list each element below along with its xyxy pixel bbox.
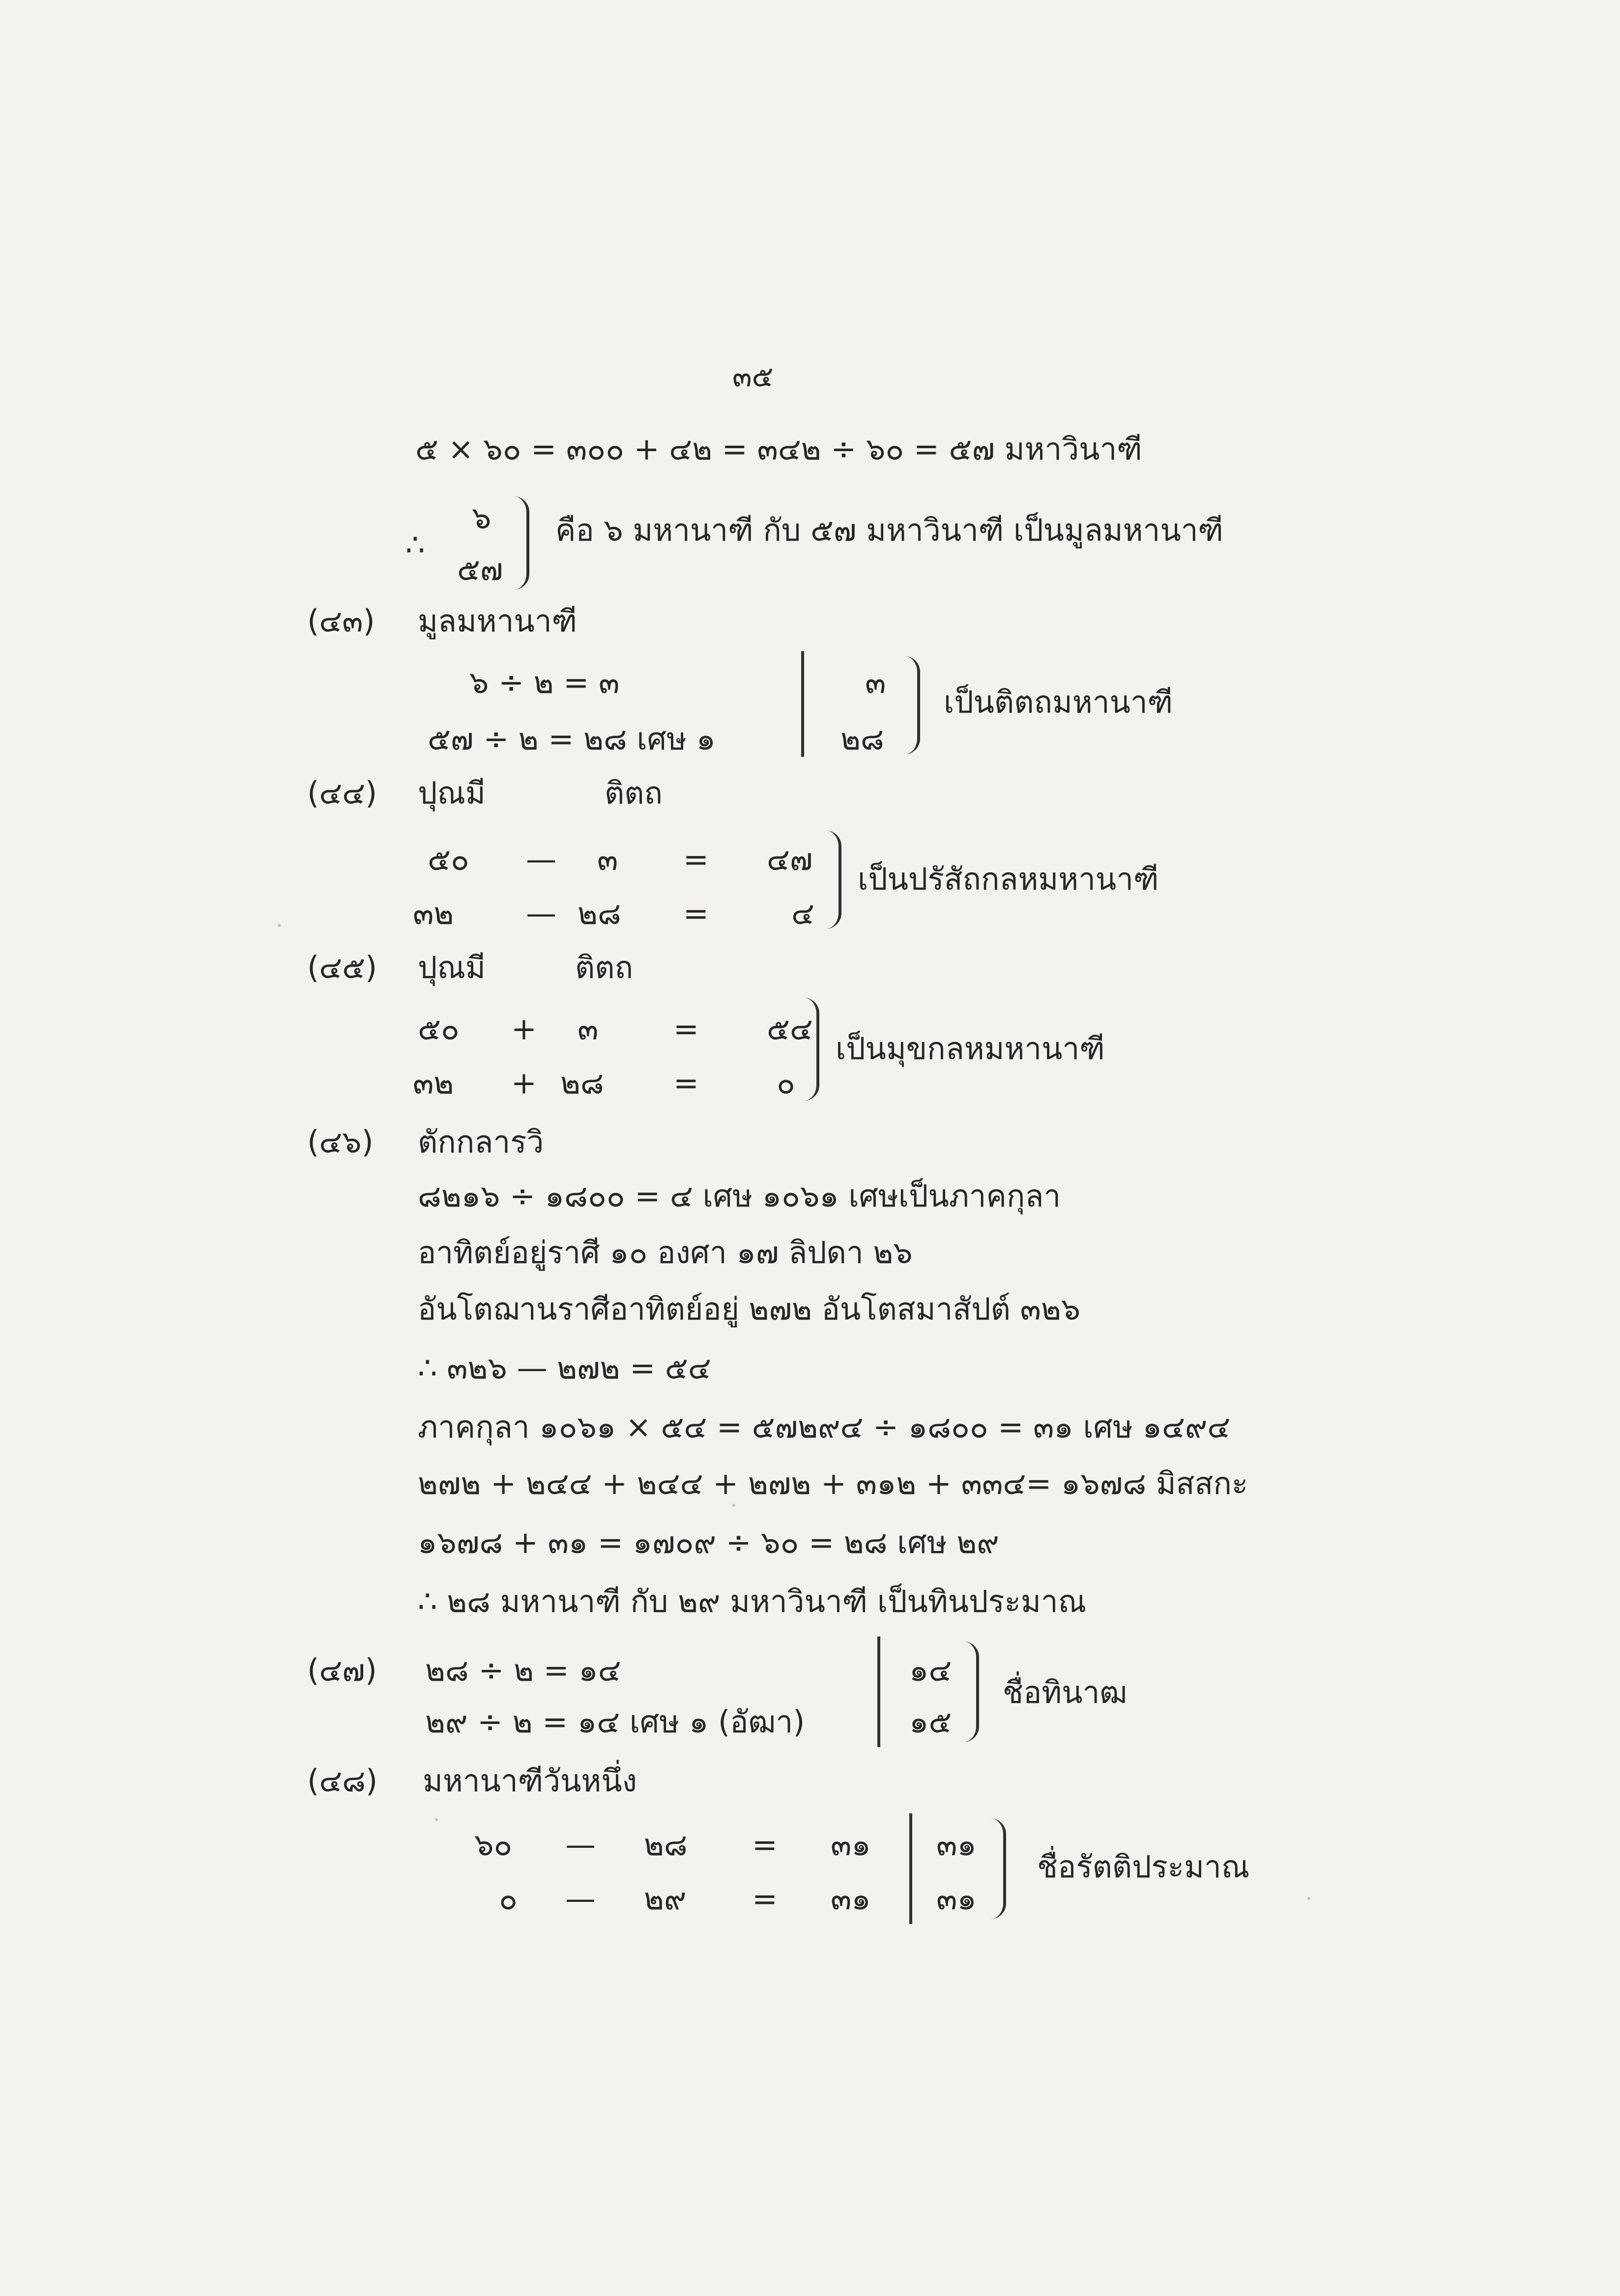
section-45-brace — [804, 998, 819, 1101]
section-48-row-2-op: — — [565, 1881, 596, 1917]
section-48-row-1-eq: = — [752, 1827, 778, 1863]
section-45-row-2-eq: = — [673, 1065, 699, 1101]
section-46-line-8: ∴ ๒๘ มหานาฑี กับ ๒๙ มหาวินาฑี เป็นทินประมาณ — [418, 1583, 1087, 1619]
section-44-row-1-eq: = — [683, 841, 709, 877]
section-46-line-4: ∴ ๓๒๖ — ๒๗๒ = ๕๔ — [418, 1350, 711, 1386]
section-48-result-2: ๓๑ — [936, 1881, 977, 1917]
section-47-note: ชื่อทินาฒ — [1003, 1674, 1128, 1710]
section-45-row-1-op: + — [511, 1011, 537, 1047]
section-44-row-2-op: — — [526, 895, 556, 931]
section-44-row-2-b: ๒๘ — [578, 895, 621, 931]
section-47-line-1: ๒๘ ÷ ๒ = ๑๔ — [425, 1652, 621, 1688]
section-44-row-2-a: ๓๒ — [413, 895, 454, 931]
section-47-brace — [963, 1641, 979, 1742]
section-44-row-1-b: ๓ — [597, 841, 618, 877]
section-47-line-2: ๒๙ ÷ ๒ = ๑๔ เศษ ๑ (อัฒา) — [425, 1704, 805, 1740]
section-47-result-2: ๑๕ — [909, 1704, 952, 1740]
section-45-row-2-result: ๐ — [777, 1065, 795, 1101]
intro-note: คือ ๖ มหานาฑี กับ ๕๗ มหาวินาฑี เป็นมูลมหานาฑี — [555, 512, 1224, 548]
section-47-divider — [877, 1636, 880, 1747]
section-48-result-1: ๓๑ — [936, 1827, 977, 1863]
section-46-line-1: ๘๒๑๖ ÷ ๑๘๐๐ = ๔ เศษ ๑๐๖๑ เศษเป็นภาคกุลา — [418, 1178, 1061, 1214]
section-44-header-1: ปุณมี — [418, 775, 486, 811]
section-44-header-2: ติตถ — [605, 775, 663, 811]
intro-stack-top: ๖ — [472, 500, 492, 536]
section-45-row-1-b: ๓ — [578, 1011, 599, 1047]
section-43-line-2: ๕๗ ÷ ๒ = ๒๘ เศษ ๑ — [428, 721, 716, 757]
scan-speck — [435, 1818, 438, 1821]
section-48-divider — [909, 1813, 912, 1924]
section-44-row-2-result: ๔ — [791, 895, 814, 931]
section-44-note: เป็นปรัสัถกลหมหานาฑี — [858, 861, 1159, 897]
section-48-row-1-result: ๓๑ — [831, 1827, 871, 1863]
therefore-symbol: ∴ — [405, 527, 425, 563]
section-45-row-1-eq: = — [673, 1011, 699, 1047]
section-43-line-1: ๖ ÷ ๒ = ๓ — [469, 664, 620, 700]
section-48-title: มหานาฑีวันหนึ่ง — [423, 1763, 637, 1799]
section-48-row-2-b: ๒๙ — [644, 1881, 687, 1917]
section-46-line-3: อันโตฌานราศีอาทิตย์อยู่ ๒๗๒ อันโตสมาสัปต์ ๓๒๖ — [418, 1291, 1081, 1327]
section-44-row-1-result: ๔๗ — [767, 841, 813, 877]
page-number: ๓๕ — [732, 360, 774, 393]
section-45-row-2-a: ๓๒ — [413, 1065, 454, 1101]
section-43-note: เป็นติตถมหานาฑี — [944, 684, 1173, 720]
section-43-title: มูลมหานาฑี — [418, 603, 578, 639]
section-number-43: (๔๓) — [307, 603, 375, 639]
section-48-row-1-a: ๖๐ — [474, 1827, 513, 1863]
section-45-row-1-a: ๕๐ — [418, 1011, 460, 1047]
section-47-result-1: ๑๔ — [909, 1652, 952, 1688]
section-43-brace — [904, 656, 920, 754]
section-45-row-1-result: ๕๔ — [767, 1011, 813, 1047]
section-43-result-2: ๒๘ — [840, 721, 884, 757]
section-48-row-2-eq: = — [752, 1881, 778, 1917]
scan-speck — [278, 924, 281, 927]
section-43-divider — [801, 651, 804, 757]
section-48-note: ชื่อรัตติประมาณ — [1037, 1849, 1250, 1885]
section-number-44: (๔๔) — [307, 775, 377, 811]
section-44-row-1-op: — — [526, 841, 556, 877]
section-48-row-2-result: ๓๑ — [831, 1881, 871, 1917]
section-45-note: เป็นมุขกลหมหานาฑี — [836, 1031, 1105, 1066]
section-number-46: (๔๖) — [307, 1124, 374, 1160]
section-44-brace — [826, 831, 841, 929]
section-45-header-2: ติตถ — [575, 949, 634, 985]
section-45-header-1: ปุณมี — [418, 949, 486, 985]
section-48-row-1-op: — — [565, 1827, 596, 1863]
section-48-row-1-b: ๒๘ — [644, 1827, 688, 1863]
section-44-row-1-a: ๕๐ — [428, 841, 469, 877]
section-48-row-2-a: ๐ — [499, 1881, 518, 1917]
section-43-result-1: ๓ — [865, 664, 886, 700]
intro-stack-bottom: ๕๗ — [457, 551, 503, 587]
scan-speck — [1307, 1897, 1310, 1900]
section-45-row-2-b: ๒๘ — [560, 1065, 604, 1101]
section-44-row-2-eq: = — [683, 895, 709, 931]
intro-equation: ๕ × ๖๐ = ๓๐๐ + ๔๒ = ๓๔๒ ÷ ๖๐ = ๕๗ มหาวินาฑี — [415, 431, 1142, 467]
section-46-line-6: ๒๗๒ + ๒๔๔ + ๒๔๔ + ๒๗๒ + ๓๑๒ + ๓๓๔= ๑๖๗๘ มิสสกะ — [418, 1465, 1248, 1501]
section-46-title: ตักกลารวิ — [418, 1124, 544, 1160]
section-number-47: (๔๗) — [307, 1652, 377, 1688]
section-46-line-5: ภาคกุลา ๑๐๖๑ × ๕๔ = ๕๗๒๙๔ ÷ ๑๘๐๐ = ๓๑ เศษ ๑๔๙๔ — [418, 1409, 1231, 1445]
section-45-row-2-op: + — [511, 1065, 537, 1101]
section-48-brace — [990, 1818, 1006, 1919]
section-46-line-7: ๑๖๗๘ + ๓๑ = ๑๗๐๙ ÷ ๖๐ = ๒๘ เศษ ๒๙ — [418, 1524, 999, 1560]
section-number-48: (๔๘) — [307, 1763, 378, 1799]
section-46-line-2: อาทิตย์อยู่ราศี ๑๐ องศา ๑๗ ลิปดา ๒๖ — [418, 1234, 913, 1270]
scan-speck — [732, 1504, 735, 1507]
section-number-45: (๔๕) — [307, 949, 377, 985]
intro-brace — [514, 496, 529, 590]
